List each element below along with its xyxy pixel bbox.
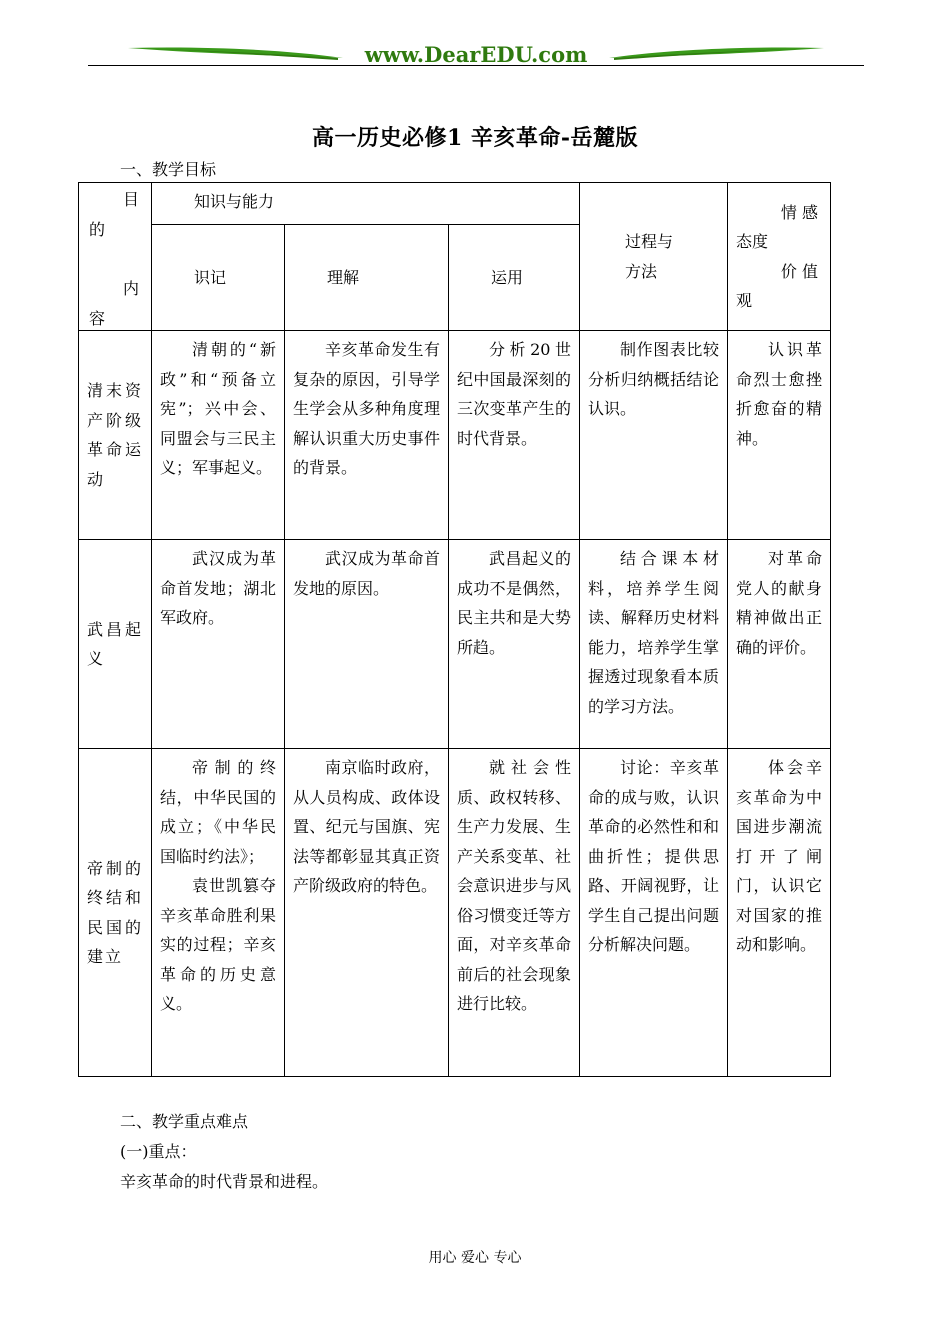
cell-understand: 辛亥革命发生有复杂的原因，引导学生学会从多种角度理解认识重大历史事件的背景。 bbox=[285, 331, 449, 540]
cell-process: 制作图表比较分析归纳概括结论认识。 bbox=[580, 331, 728, 540]
header-process: 过程与 方法 bbox=[580, 183, 728, 331]
header-banner bbox=[88, 36, 864, 76]
corner-cell bbox=[79, 183, 152, 331]
cell-emotion: 对革命党人的献身精神做出正确的评价。 bbox=[728, 540, 831, 749]
cell-emotion: 体会辛亥革命为中国进步潮流打开了闸门，认识它对国家的推动和影响。 bbox=[728, 749, 831, 1077]
header-apply: 运用 bbox=[449, 225, 580, 331]
cell-apply: 分析20世纪中国最深刻的三次变革产生的时代背景。 bbox=[449, 331, 580, 540]
row-label: 清末资产阶级革命运动 bbox=[79, 331, 152, 540]
cell-apply: 就社会性质、政权转移、生产力发展、生产关系变革、社会意识进步与风俗习惯变迁等方面，对辛亥革命前后的社会现象进行比较。 bbox=[449, 749, 580, 1077]
header-knowledge: 知识与能力 bbox=[152, 183, 580, 225]
cell-emotion: 认识革命烈士愈挫折愈奋的精神。 bbox=[728, 331, 831, 540]
table-row bbox=[79, 331, 831, 540]
cell-process: 讨论：辛亥革命的成与败，认识革命的必然性和和曲折性；提供思路、开阔视野，让学生自己提出问题分析解决问题。 bbox=[580, 749, 728, 1077]
page-footer: 用心 爱心 专心 bbox=[428, 1250, 522, 1266]
document-title: 高一历史必修1 辛亥革命-岳麓版 bbox=[311, 125, 639, 151]
header-memory: 识记 bbox=[152, 225, 285, 331]
cell-memory: 清朝的“新政”和“预备立宪”；兴中会、同盟会与三民主义；军事起义。 bbox=[152, 331, 285, 540]
teaching-goals-table bbox=[78, 182, 831, 1077]
row-label: 帝制的终结和民国的建立 bbox=[79, 749, 152, 1077]
subsection-focus: (一)重点： bbox=[120, 1142, 197, 1161]
section-teaching-goals: 一、教学目标 bbox=[120, 160, 217, 179]
table-row bbox=[79, 540, 831, 749]
site-logo: www.DearEDU.com bbox=[364, 42, 588, 67]
corner-top: 目 bbox=[122, 190, 139, 209]
row-label: 武昌起义 bbox=[79, 540, 152, 749]
table-row bbox=[79, 749, 831, 1077]
header-rule bbox=[88, 65, 864, 66]
header-understand: 理解 bbox=[285, 225, 449, 331]
corner-right: 内 bbox=[122, 279, 139, 298]
section-key-points: 二、教学重点难点 bbox=[120, 1112, 249, 1131]
corner-left: 的 bbox=[89, 220, 106, 239]
focus-text: 辛亥革命的时代背景和进程。 bbox=[120, 1172, 329, 1191]
cell-apply: 武昌起义的成功不是偶然，民主共和是大势所趋。 bbox=[449, 540, 580, 749]
cell-understand: 南京临时政府，从人员构成、政体设置、纪元与国旗、宪法等都彰显其真正资产阶级政府的特色。 bbox=[285, 749, 449, 1077]
cell-process: 结合课本材料，培养学生阅读、解释历史材料能力，培养学生掌握透过现象看本质的学习方法。 bbox=[580, 540, 728, 749]
corner-bottom: 容 bbox=[89, 309, 106, 328]
header-emotion: 情 感 态度 价 值 观 bbox=[728, 183, 831, 331]
cell-memory: 帝制的终结，中华民国的成立；《中华民国临时约法》； 袁世凯篡夺辛亥革命胜利果实的过程；辛亥革命的历史意义。 bbox=[152, 749, 285, 1077]
cell-understand: 武汉成为革命首发地的原因。 bbox=[285, 540, 449, 749]
cell-memory: 武汉成为革命首发地；湖北军政府。 bbox=[152, 540, 285, 749]
